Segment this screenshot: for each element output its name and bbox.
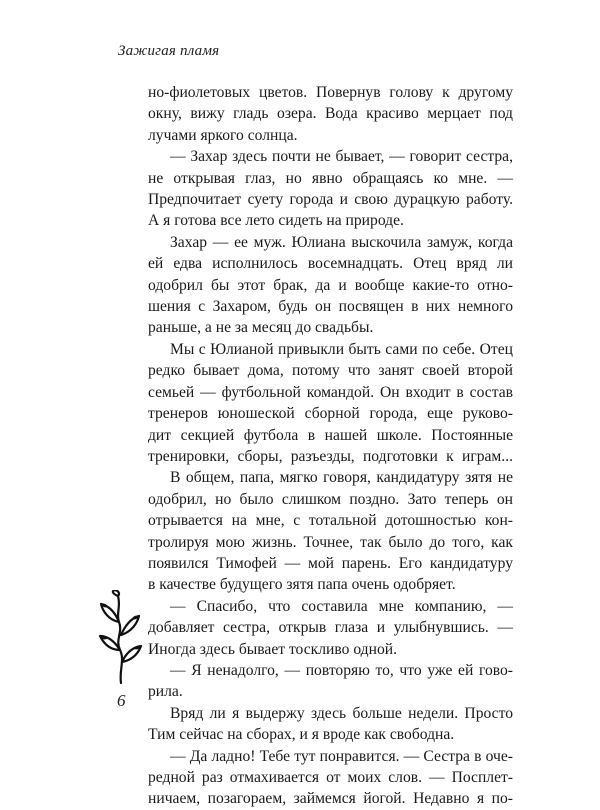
text-line: — Захар здесь почти не бывает, — говорит сестра, bbox=[170, 148, 513, 166]
text-line: тренировки, сборы, разъезды, подготовки к играм... bbox=[148, 447, 513, 465]
text-line: — Спасибо, что составила мне компанию, — bbox=[170, 597, 513, 615]
text-line: Мы с Юлианой привыкли быть сами по себе. Отец bbox=[170, 340, 513, 358]
text-line: раньше, а не за месяц до свадьбы. bbox=[148, 319, 374, 337]
text-line: ей едва исполнилось восемнадцать. Отец вряд ли bbox=[148, 255, 513, 273]
text-line: не открывая глаз, но явно обращаясь ко мне. — bbox=[148, 169, 513, 187]
text-line: Иногда здесь бывает тоскливо одной. bbox=[148, 640, 397, 658]
running-title: Зажигая пламя bbox=[118, 43, 220, 59]
text-line: дит секцией футбола в нашей школе. Постоянные bbox=[148, 426, 513, 444]
text-line: — Я ненадолго, — повторяю то, что уже ей гово- bbox=[170, 661, 513, 679]
text-line: лучами яркого солнца. bbox=[148, 126, 298, 144]
floral-ornament-icon bbox=[95, 590, 145, 685]
text-line: Тим сейчас на сборах, и я вроде как свободна. bbox=[148, 726, 455, 744]
text-line: В общем, папа, мягко говоря, кандидатуру зятя не bbox=[170, 469, 513, 487]
text-line: в качестве будущего зятя папа очень одобряет. bbox=[148, 576, 456, 594]
text-line: тролируя мою жизнь. Точнее, так было до того, как bbox=[148, 533, 513, 551]
text-line: тренеров юношеской сборной города, еще руково- bbox=[148, 405, 513, 423]
text-line: — Да ладно! Тебе тут понравится. — Сестра в оче- bbox=[170, 747, 513, 765]
text-line: Предпочитает суету города и свою дурацкую работу. bbox=[148, 191, 513, 209]
text-line: одобрил бы этот брак, да и вообще какие-то отно- bbox=[148, 276, 513, 294]
text-line: добавляет сестра, открыв глаза и улыбнувшись. — bbox=[148, 619, 513, 637]
page-number: 6 bbox=[117, 691, 126, 710]
text-line: отрывается на мне, с тотальной дотошностью кон- bbox=[148, 512, 513, 530]
text-line: редко бывает дома, потому что занят своей второй bbox=[148, 362, 513, 380]
text-line: семьей — футбольной командой. Он входит в состав bbox=[148, 383, 513, 401]
text-line: ничаем, позагораем, займемся йогой. Недавно я по- bbox=[148, 790, 513, 808]
text-line: редной раз отмахивается от моих слов. — Посплет- bbox=[148, 769, 513, 786]
text-line: А я готова все лето сидеть на природе. bbox=[148, 212, 404, 230]
text-line: появился Тимофей — мой парень. Его кандидатуру bbox=[148, 554, 513, 572]
text-line: окну, вижу гладь озера. Вода красиво мерцает под bbox=[148, 105, 513, 123]
text-line: одобрил, но было слишком поздно. Зато теперь он bbox=[148, 490, 513, 508]
text-line: но-фиолетовых цветов. Повернув голову к другому bbox=[148, 84, 513, 101]
text-line: шения с Захаром, будь он посвящен в них немного bbox=[148, 298, 513, 316]
text-line: рила. bbox=[148, 683, 183, 701]
text-line: Вряд ли я выдержу здесь больше недели. Просто bbox=[170, 704, 513, 722]
text-line: Захар — ее муж. Юлиана выскочила замуж, когда bbox=[170, 233, 513, 251]
body-text bbox=[148, 82, 513, 810]
